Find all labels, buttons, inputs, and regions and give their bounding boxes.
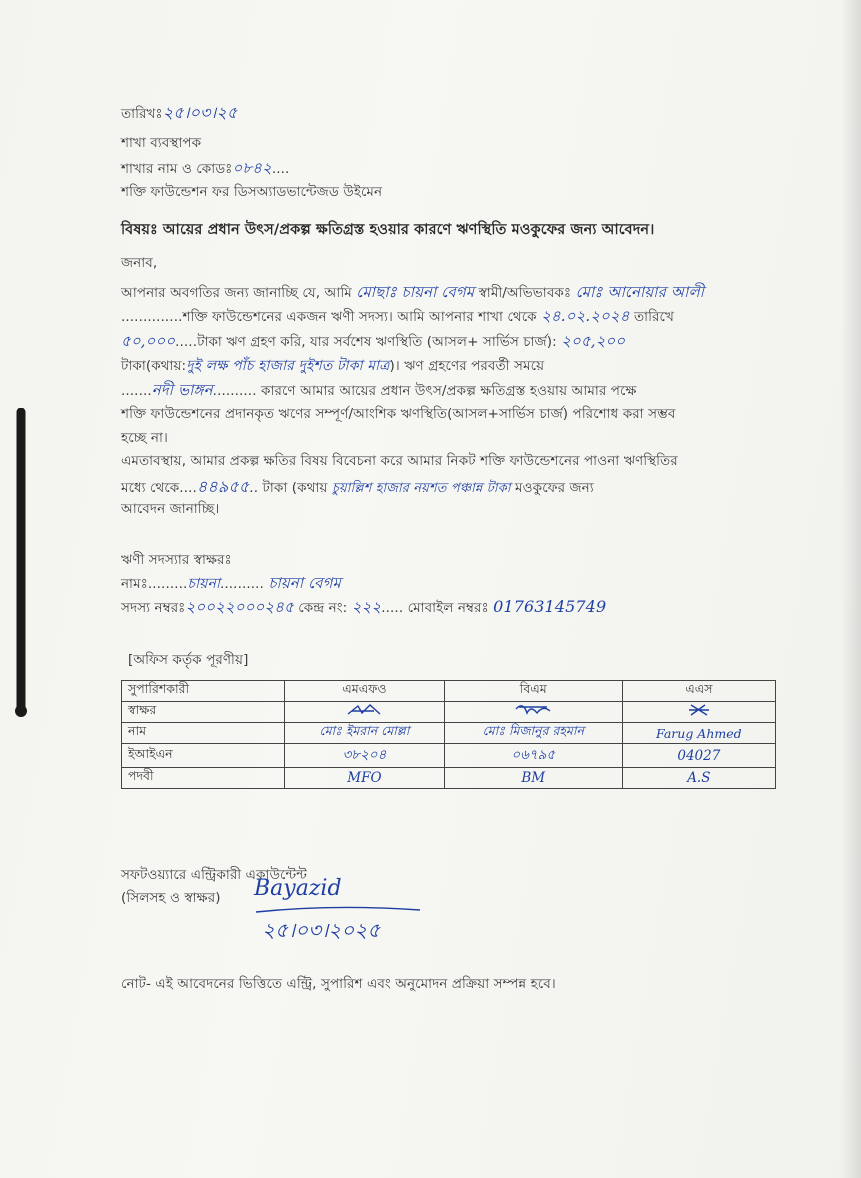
mfo-ein: ৩৮২০৪ — [285, 744, 445, 768]
para1-text-4a: টাকা(কথায়: — [121, 358, 187, 374]
member-id-value: ২০০২২০০০২৪৫ — [185, 598, 294, 616]
para1-line-7: হচ্ছে না। — [121, 430, 168, 446]
office-table — [121, 680, 776, 789]
para1-line-2: ..............শক্তি ফাউন্ডেশনের একজন ঋণী সদস্য। আমি আপনার শাখা থেকে ২৪.০২.২০২৪ তারিখে — [121, 307, 674, 325]
member-name-label: নামঃ — [121, 576, 148, 592]
loan-amount: ৫০,০০০ — [121, 332, 176, 350]
bm-designation: BM — [444, 768, 622, 789]
table-row — [122, 768, 776, 789]
bm-name: মোঃ মিজানুর রহমান — [444, 723, 622, 744]
accountant-sign-date: ২৫।০৩।২০২৫ — [262, 918, 381, 942]
table-header-row — [122, 681, 776, 702]
page-edge-shadow — [841, 0, 861, 1178]
row-label: স্বাক্ষর — [122, 702, 285, 723]
recipient-line-2: শাখার নাম ও কোডঃ০৮৪২.... — [121, 159, 290, 177]
office-heading: [অফিস কর্তৃক পূরণীয়] — [128, 652, 249, 668]
mobile-value: 01763145749 — [493, 597, 607, 616]
signature-cell — [285, 702, 445, 723]
para1-line-3: ৫০,০০০.....টাকা ঋণ গ্রহণ করি, যার সর্বশেষ ঋণস্থিতি (আসল+ সার্ভিস চার্জ): ২০৫,২০০ — [121, 332, 626, 350]
date-line — [121, 100, 237, 127]
signature-scribble-bm — [513, 703, 553, 717]
damage-cause: নদী ভাঙ্গন — [151, 381, 213, 399]
para1-text-5: কারণে আমার আয়ের প্রধান উৎস/প্রকল্প ক্ষতিগ্রস্ত হওয়ায় আমার পক্ষে — [261, 383, 637, 399]
table-row — [122, 744, 776, 768]
para2-line-3: আবেদন জানাচ্ছি। — [121, 501, 220, 517]
header-cell: সুপারিশকারী — [122, 681, 285, 702]
para1-line-4 — [121, 354, 544, 378]
para2-line-2: মধ্যে থেকে....৪৪৯৫৫.. টাকা (কথায় চুয়াল্লিশ হাজার নয়শত পঞ্চান্ন টাকা মওকুফের জন্য — [121, 477, 594, 496]
member-signature: চায়না বেগম — [268, 574, 341, 592]
row-label: ইআইএন — [122, 744, 285, 768]
branch-code: ০৮৪২ — [232, 159, 272, 177]
member-name-value: চায়না — [187, 576, 220, 592]
outstanding-words: দুই লক্ষ পাঁচ হাজার দুইশত টাকা মাত্র — [186, 358, 390, 374]
para1-text-2b: তারিখে — [634, 309, 674, 325]
para1-line-6: শক্তি ফাউন্ডেশনের প্রদানকৃত ঋণের সম্পূর্ণ/আংশিক ঋণস্থিতি(আসল+সার্ভিস চার্জ) পরিশোধ করা সম্ভব — [121, 406, 676, 422]
para1-text-4b: )। ঋণ গ্রহণের পরবর্তী সময়ে — [389, 358, 545, 374]
para1-text-3: টাকা ঋণ গ্রহণ করি, যার সর্বশেষ ঋণস্থিতি (আসল+ সার্ভিস চার্জ): — [197, 334, 557, 350]
outstanding-amount: ২০৫,২০০ — [561, 332, 626, 350]
loan-date: ২৪.০২.২০২৪ — [541, 307, 630, 325]
member-name-line: নামঃ.........চায়না.......... চায়না বেগম — [121, 574, 341, 592]
para1-line-5: .......নদী ভাঙ্গন.......... কারণে আমার আয়ের প্রধান উৎস/প্রকল্প ক্ষতিগ্রস্ত হওয়ায় আমার পক্ষে — [121, 381, 637, 399]
waiver-amount: ৪৪৯৫৫ — [196, 477, 250, 496]
as-ein: 04027 — [622, 744, 775, 768]
member-sign-label: ঋণী সদস্যার স্বাক্ষরঃ — [121, 552, 232, 568]
as-name: Farug Ahmed — [622, 723, 775, 744]
guardian-name: মোঃ আনোয়ার আলী — [575, 283, 705, 301]
table-row — [122, 702, 776, 723]
binder-strap — [14, 408, 28, 720]
mobile-label: মোবাইল নম্বরঃ — [407, 600, 489, 616]
signature-cell — [622, 702, 775, 723]
signature-underline — [254, 906, 424, 914]
para2-text-2b: টাকা (কথায় — [262, 480, 328, 496]
center-label: কেন্দ্র নং: — [298, 600, 348, 616]
branch-label: শাখার নাম ও কোডঃ — [121, 161, 233, 177]
para1-text-2: শক্তি ফাউন্ডেশনের একজন ঋণী সদস্য। আমি আপনার শাখা থেকে — [182, 309, 537, 325]
as-designation: A.S — [622, 768, 775, 789]
row-label: নাম — [122, 723, 285, 744]
table-row — [122, 723, 776, 744]
accountant-line-2: (সিলসহ ও স্বাক্ষর) — [121, 890, 221, 906]
subject-line: বিষয়ঃ আয়ের প্রধান উৎস/প্রকল্প ক্ষতিগ্রস্ত হওয়ার কারণে ঋণস্থিতি মওকুফের জন্য আবেদন। — [121, 222, 655, 238]
date-value: ২৫।০৩।২৫ — [162, 103, 238, 122]
para1-line-1 — [121, 281, 704, 306]
bm-ein: ০৬৭৯৫ — [444, 744, 622, 768]
accountant-line-1: সফটওয়্যারে এন্ট্রিকারী একাউন্টেন্ট — [121, 867, 307, 883]
salutation: জনাব, — [121, 255, 158, 271]
signature-scribble-as — [679, 703, 719, 717]
footer-note: নোট- এই আবেদনের ভিত্তিতে এন্ট্রি, সুপারিশ এবং অনুমোদন প্রক্রিয়া সম্পন্ন হবে। — [121, 976, 556, 992]
para2-text-2a: মধ্যে থেকে — [121, 480, 180, 496]
para1-text-1b: স্বামী/অভিভাবকঃ — [478, 285, 572, 301]
mfo-designation: MFO — [285, 768, 445, 789]
center-value: ২২২ — [351, 598, 382, 616]
header-cell: এএস — [622, 681, 775, 702]
recipient-line-1: শাখা ব্যবস্থাপক — [121, 135, 202, 151]
header-cell: এমএফও — [285, 681, 445, 702]
member-id-label: সদস্য নম্বরঃ — [121, 600, 186, 616]
para2-text-2c: মওকুফের জন্য — [515, 480, 594, 496]
date-label: তারিখঃ — [121, 106, 163, 122]
recipient-line-3: শক্তি ফাউন্ডেশন ফর ডিসঅ্যাডভান্টেজড উইমেন — [121, 184, 383, 200]
accountant-signature: Bayazid — [254, 876, 342, 901]
para2-line-1: এমতাবস্থায়, আমার প্রকল্প ক্ষতির বিষয় বিবেচনা করে আমার নিকট শক্তি ফাউন্ডেশনের পাওনা ঋণস্থিতির — [121, 453, 678, 469]
mfo-name: মোঃ ইমরান মোল্লা — [285, 723, 445, 744]
signature-cell — [444, 702, 622, 723]
header-cell: বিএম — [444, 681, 622, 702]
waiver-words: চুয়াল্লিশ হাজার নয়শত পঞ্চান্ন টাকা — [331, 481, 511, 496]
member-id-line: সদস্য নম্বরঃ২০০২২০০০২৪৫ কেন্দ্র নং: ২২২..... মোবাইল নম্বরঃ 01763145749 — [121, 597, 607, 616]
applicant-name: মোছাঃ চায়না বেগম — [356, 283, 475, 301]
signature-scribble-mfo — [344, 703, 384, 717]
row-label: পদবী — [122, 768, 285, 789]
para1-text-1a: আপনার অবগতির জন্য জানাচ্ছি যে, আমি — [121, 285, 352, 301]
